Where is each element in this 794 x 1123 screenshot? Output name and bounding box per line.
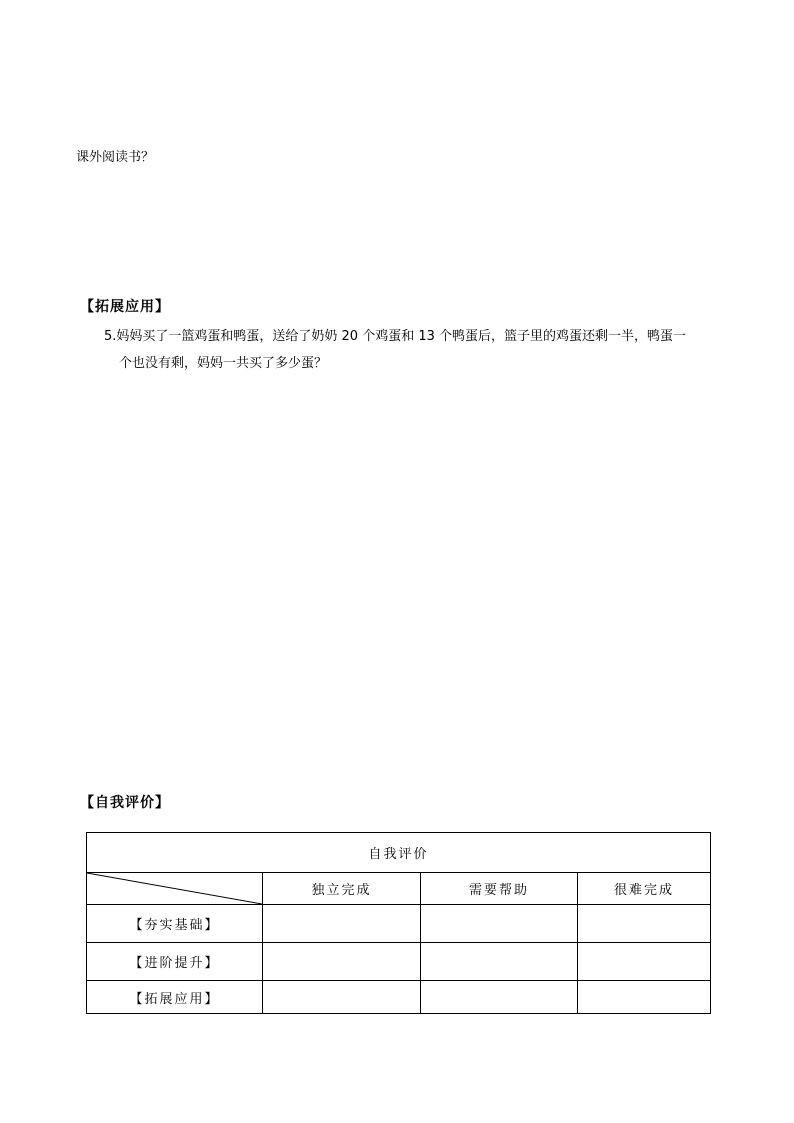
self-eval-table bbox=[86, 832, 711, 1014]
problem-5-line-1: 5.妈妈买了一篮鸡蛋和鸭蛋，送给了奶奶 20 个鸡蛋和 13 个鸭蛋后，篮子里的鸡蛋还剩一半，鸭蛋一 bbox=[104, 329, 687, 344]
column-header-hard: 很难完成 bbox=[578, 873, 711, 905]
eval-cell[interactable] bbox=[263, 905, 421, 943]
eval-cell[interactable] bbox=[421, 905, 578, 943]
table-title-row bbox=[87, 833, 711, 873]
reading-question-text: 课外阅读书？ bbox=[76, 150, 155, 165]
eval-cell[interactable] bbox=[263, 943, 421, 981]
table-header-row bbox=[87, 873, 711, 905]
problem-5-line-2: 个也没有剩，妈妈一共买了多少蛋？ bbox=[119, 356, 328, 371]
row-label-basics: 【夯实基础】 bbox=[87, 905, 263, 943]
column-header-independent: 独立完成 bbox=[263, 873, 421, 905]
eval-cell[interactable] bbox=[578, 981, 711, 1014]
eval-cell[interactable] bbox=[263, 981, 421, 1014]
table-row bbox=[87, 981, 711, 1014]
table-row bbox=[87, 943, 711, 981]
eval-cell[interactable] bbox=[421, 981, 578, 1014]
self-eval-section-heading: 【自我评价】 bbox=[80, 795, 170, 811]
table-title-cell: 自我评价 bbox=[87, 833, 711, 873]
diagonal-header-cell bbox=[87, 873, 263, 905]
eval-cell[interactable] bbox=[578, 943, 711, 981]
column-header-need-help: 需要帮助 bbox=[421, 873, 578, 905]
eval-cell[interactable] bbox=[578, 905, 711, 943]
diagonal-line bbox=[87, 873, 262, 904]
row-label-extension: 【拓展应用】 bbox=[87, 981, 263, 1014]
extension-section-heading: 【拓展应用】 bbox=[80, 299, 170, 315]
table-row bbox=[87, 905, 711, 943]
eval-cell[interactable] bbox=[421, 943, 578, 981]
row-label-advanced: 【进阶提升】 bbox=[87, 943, 263, 981]
